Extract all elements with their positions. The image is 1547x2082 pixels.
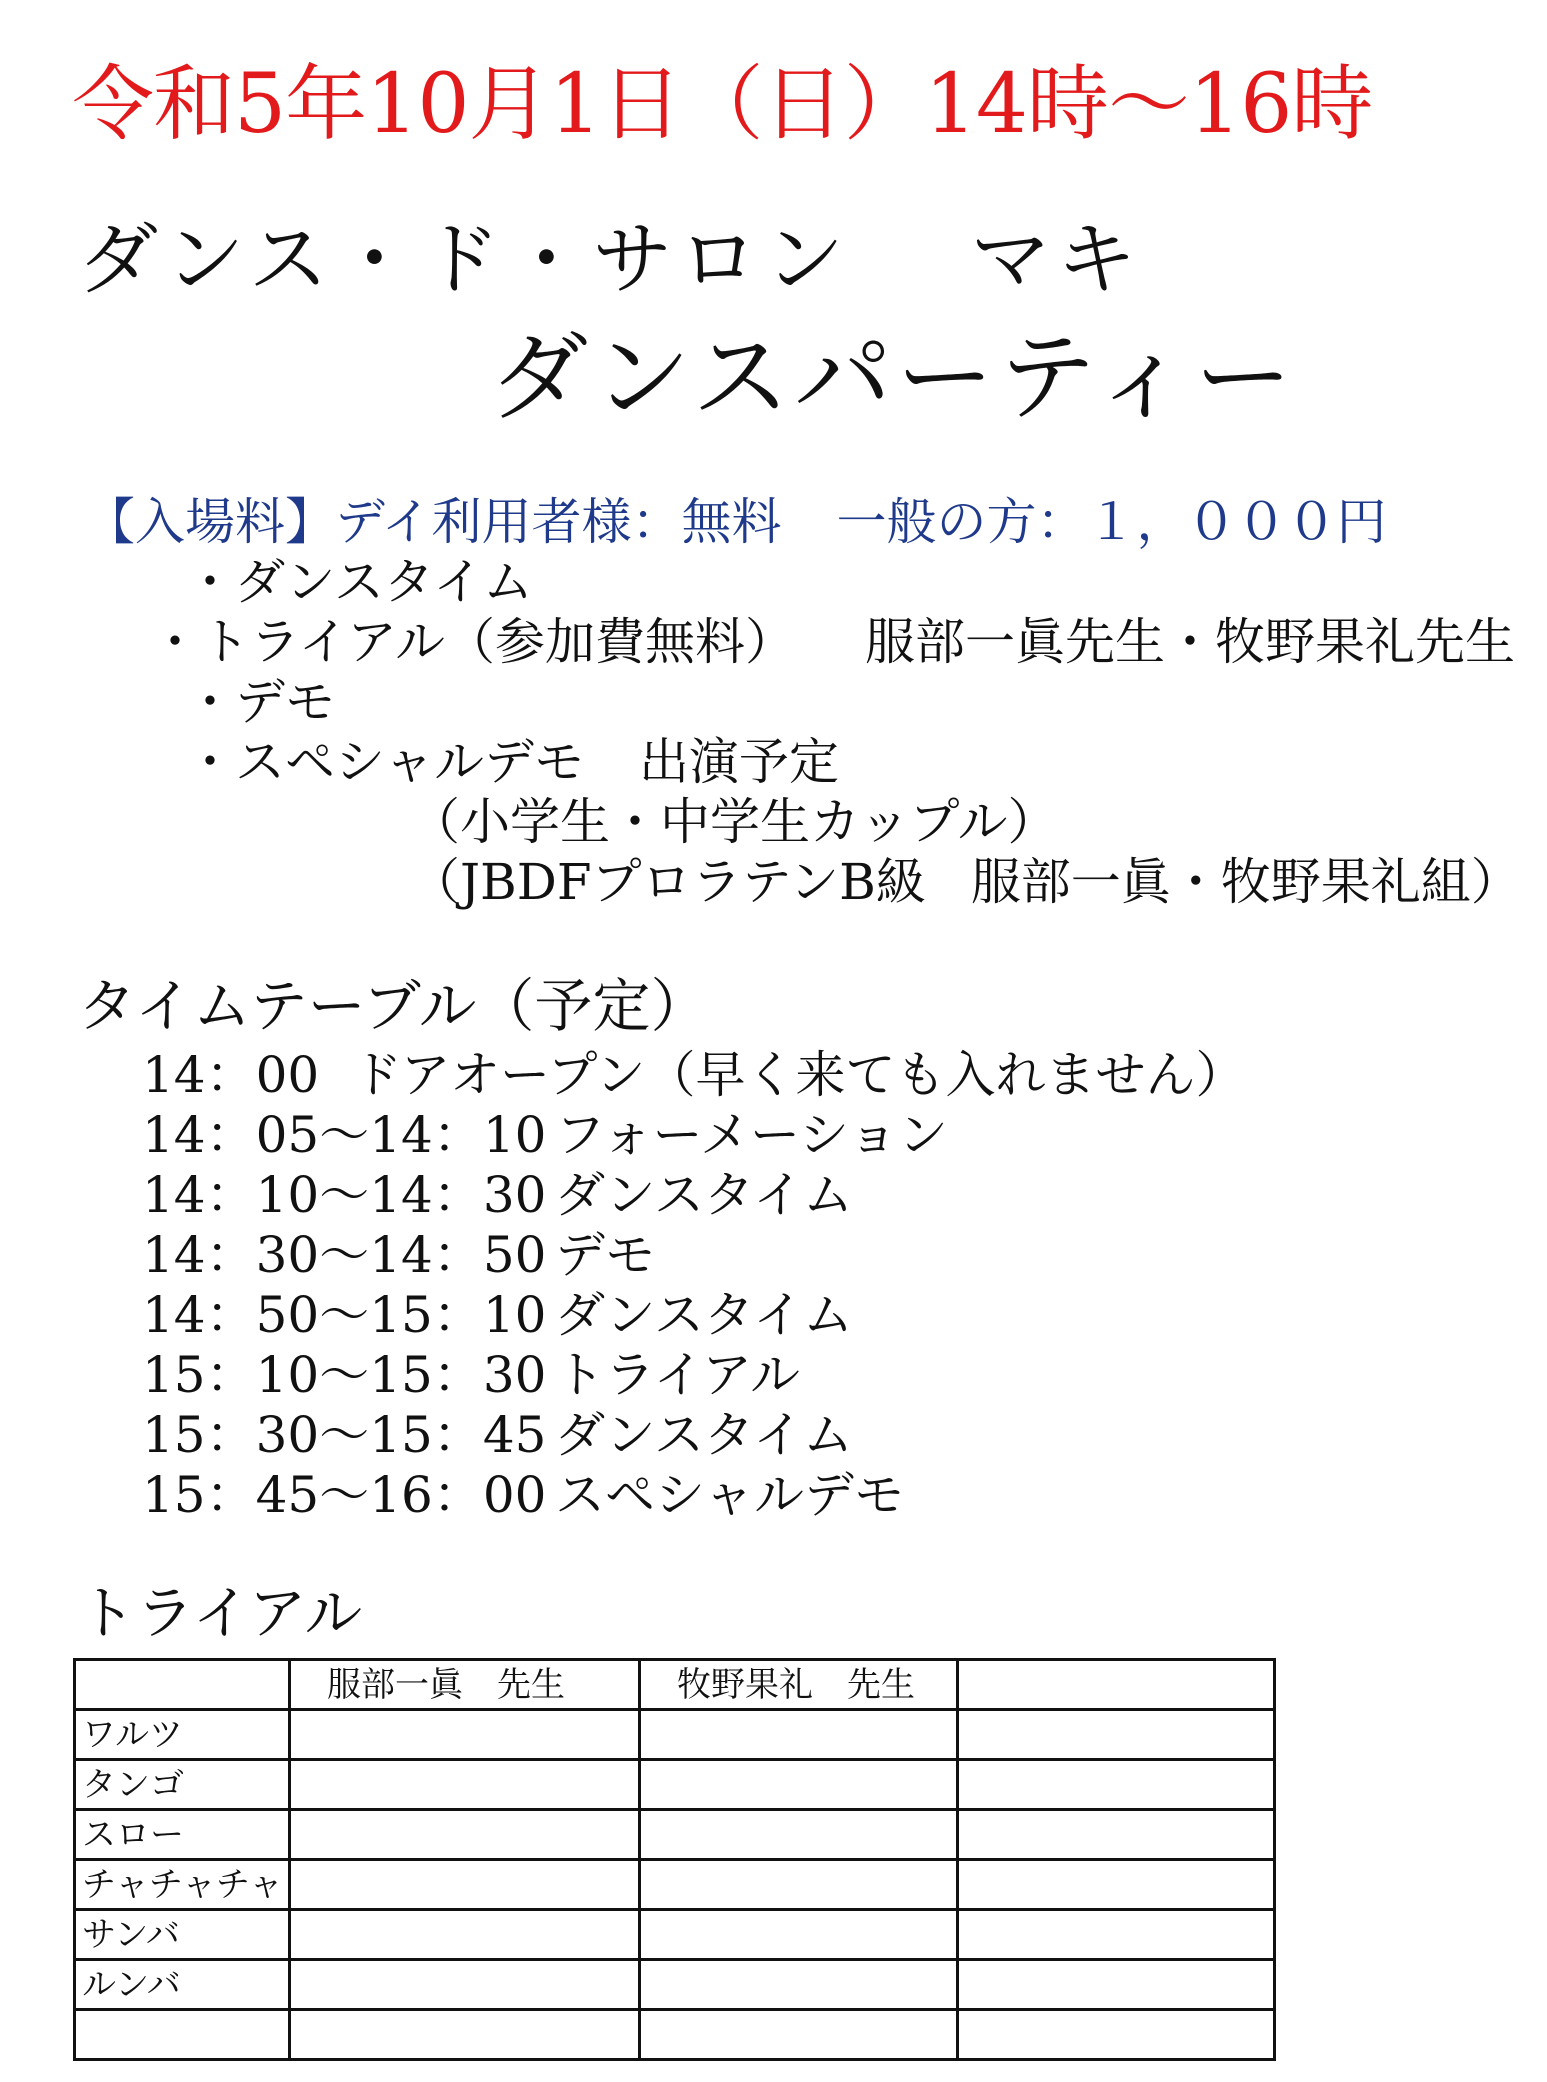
timetable-time: 14：10〜14：30 [142, 1166, 547, 1224]
trial-cell [958, 1960, 1275, 2010]
trial-dance-name: チャチャチャ [75, 1860, 290, 1910]
trial-cell [958, 1810, 1275, 1860]
timetable-list [142, 1045, 1246, 1525]
trial-table-header-row [75, 1660, 1275, 1710]
trial-cell [640, 1960, 958, 2010]
timetable-event: ドアオープン（早く来ても入れません） [352, 1046, 1246, 1104]
table-row [75, 1810, 1275, 1860]
trial-cell [640, 1910, 958, 1960]
trial-dance-name: ワルツ [75, 1710, 290, 1760]
program-item-special-demo [185, 732, 839, 792]
program-pro-class: （JBDFプロラテンB級 [410, 853, 926, 911]
timetable-time: 15：30〜15：45 [142, 1406, 547, 1464]
trial-table-corner-cell [75, 1660, 290, 1710]
timetable-row [142, 1345, 1246, 1405]
timetable-event: トライアル [555, 1346, 800, 1404]
timetable-time: 14：00 [142, 1046, 320, 1104]
timetable-row [142, 1285, 1246, 1345]
timetable-row [142, 1045, 1246, 1105]
event-title: ダンスパーティー [490, 321, 1297, 435]
trial-dance-name: スロー [75, 1810, 290, 1860]
timetable-time: 15：10〜15：30 [142, 1346, 547, 1404]
program-performers-students: （小学生・中学生カップル） [410, 793, 1058, 851]
table-row [75, 1710, 1275, 1760]
event-date-time: 令和5年10月1日（日）14時〜16時 [72, 57, 1373, 152]
admission-fee [85, 490, 1387, 554]
program-special-demo-label: ・スペシャルデモ [185, 733, 584, 791]
table-row [75, 2010, 1275, 2060]
trial-dance-name: タンゴ [75, 1760, 290, 1810]
timetable-row [142, 1405, 1246, 1465]
timetable-event: ダンスタイム [555, 1166, 853, 1224]
venue-name [78, 210, 1142, 310]
fee-general: 一般の方：１，０００円 [836, 493, 1387, 551]
table-row [75, 1860, 1275, 1910]
trial-cell [640, 1810, 958, 1860]
timetable-heading: タイムテーブル（予定） [78, 972, 709, 1040]
trial-cell [290, 1710, 640, 1760]
timetable-event: フォーメーション [555, 1106, 948, 1164]
timetable-row [142, 1105, 1246, 1165]
trial-cell [640, 1860, 958, 1910]
fee-day-users: デイ利用者様：無料 [335, 493, 782, 551]
program-trial-teachers: 服部一眞先生・牧野果礼先生 [865, 613, 1515, 671]
timetable-row [142, 1225, 1246, 1285]
program-item-dance-time: ・ダンスタイム [185, 553, 533, 611]
trial-cell [290, 2010, 640, 2060]
program-pro-names: 服部一眞・牧野果礼組） [970, 853, 1521, 911]
trial-table-header-teacher-makino: 牧野果礼 先生 [640, 1660, 958, 1710]
timetable-time: 15：45〜16：00 [142, 1466, 547, 1524]
timetable-event: デモ [555, 1226, 655, 1284]
table-row [75, 1960, 1275, 2010]
program-item-trial [150, 612, 1515, 672]
timetable-event: ダンスタイム [555, 1406, 853, 1464]
timetable-row [142, 1165, 1246, 1225]
trial-cell [958, 1710, 1275, 1760]
fee-label: 【入場料】 [85, 493, 335, 551]
trial-cell [290, 1860, 640, 1910]
trial-cell [958, 1860, 1275, 1910]
timetable-time: 14：05〜14：10 [142, 1106, 547, 1164]
trial-dance-name: ルンバ [75, 1960, 290, 2010]
timetable-time: 14：30〜14：50 [142, 1226, 547, 1284]
program-special-demo-note: 出演予定 [639, 733, 839, 791]
trial-table [73, 1658, 1276, 2061]
trial-table-header-teacher-hattori: 服部一眞 先生 [290, 1660, 640, 1710]
trial-cell [958, 1910, 1275, 1960]
trial-cell [958, 2010, 1275, 2060]
timetable-event: スペシャルデモ [555, 1466, 904, 1524]
trial-cell [290, 1910, 640, 1960]
program-trial-label: ・トライアル（参加費無料） [150, 613, 795, 671]
trial-heading: トライアル [78, 1579, 363, 1647]
trial-cell [290, 1960, 640, 2010]
trial-cell [640, 2010, 958, 2060]
trial-table-header-blank [958, 1660, 1275, 1710]
venue-name-part2: マキ [970, 213, 1143, 306]
timetable-event: ダンスタイム [555, 1286, 853, 1344]
timetable-time: 14：50〜15：10 [142, 1286, 547, 1344]
venue-name-part1: ダンス・ド・サロン [78, 213, 851, 306]
trial-cell [640, 1760, 958, 1810]
program-item-demo: ・デモ [185, 673, 335, 731]
trial-dance-name [75, 2010, 290, 2060]
trial-dance-name: サンバ [75, 1910, 290, 1960]
program-performers-pro [410, 852, 1521, 912]
table-row [75, 1910, 1275, 1960]
timetable-row [142, 1465, 1246, 1525]
trial-cell [640, 1710, 958, 1760]
trial-cell [290, 1810, 640, 1860]
trial-cell [290, 1760, 640, 1810]
trial-cell [958, 1760, 1275, 1810]
table-row [75, 1760, 1275, 1810]
